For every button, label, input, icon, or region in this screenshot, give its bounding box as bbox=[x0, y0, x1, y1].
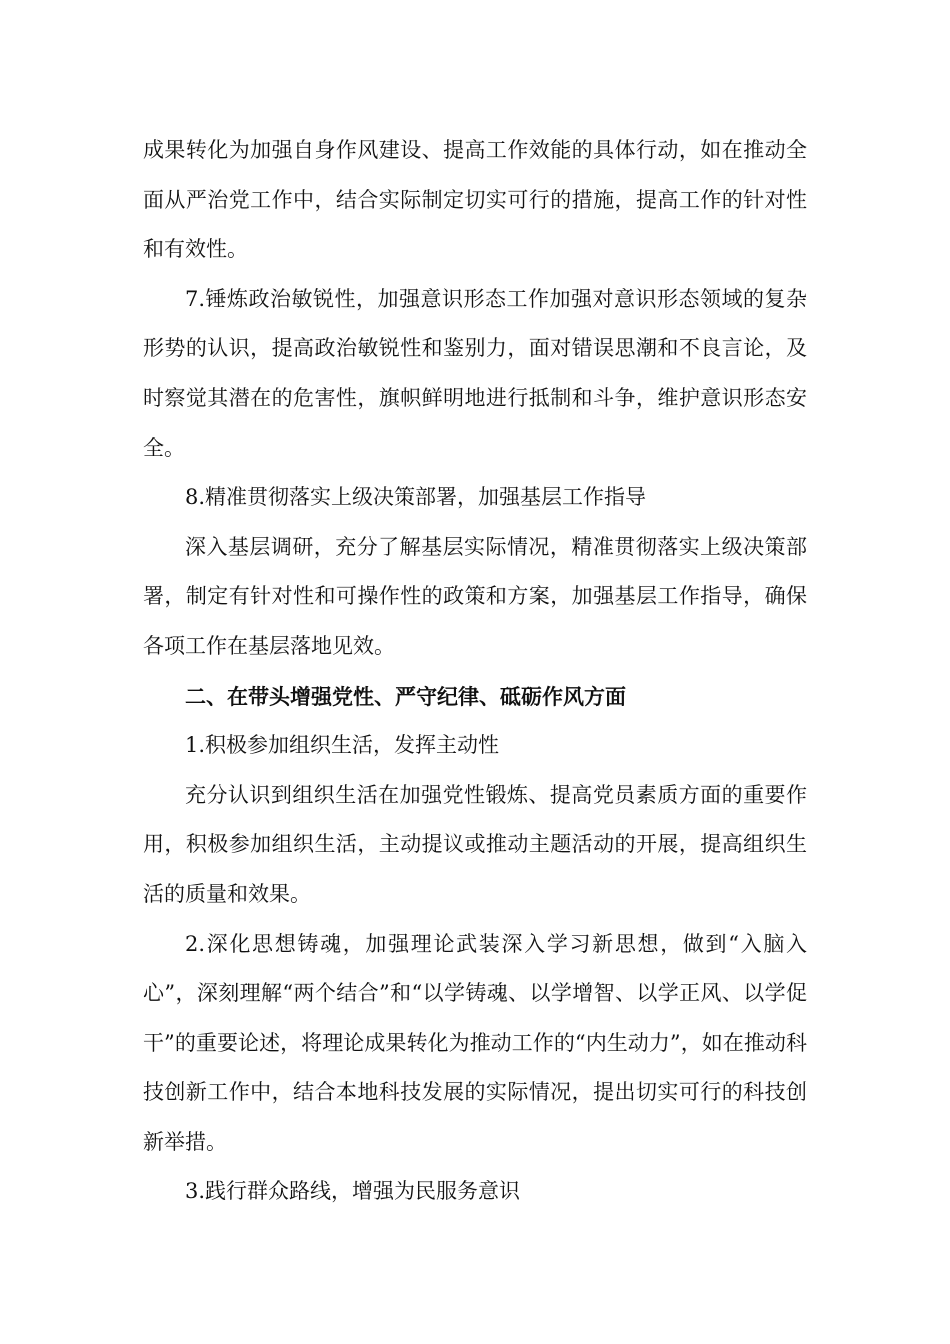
paragraph-item-8-title: 8.精准贯彻落实上级决策部署，加强基层工作指导 bbox=[185, 485, 647, 510]
paragraph-continuation: 成果转化为加强自身作风建设、提高工作效能的具体行动，如在推动全面从严治党工作中，结合实际制定切实可行的措施，提高工作的针对性和有效性。 bbox=[143, 138, 807, 262]
paragraph-item-1-title: 1.积极参加组织生活，发挥主动性 bbox=[185, 733, 500, 758]
paragraph-item-2: 2.深化思想铸魂，加强理论武装深入学习新思想，做到“入脑入心”，深刻理解“两个结合”和“以学铸魂、以学增智、以学正风、以学促干”的重要论述，将理论成果转化为推动工作的“内生动力”，如在推动科技创新工作中，结合本地科技发展的实际情况，提出切实可行的科技创新举措。 bbox=[143, 931, 807, 1154]
document-body bbox=[143, 126, 807, 1217]
section-heading-2: 二、在带头增强党性、严守纪律、砥砺作风方面 bbox=[185, 683, 626, 709]
paragraph-item-3-title: 3.践行群众路线，增强为民服务意识 bbox=[185, 1179, 521, 1204]
paragraph-item-8-body: 深入基层调研，充分了解基层实际情况，精准贯彻落实上级决策部署，制定有针对性和可操作性的政策和方案，加强基层工作指导，确保各项工作在基层落地见效。 bbox=[143, 534, 807, 658]
paragraph-item-1-body: 充分认识到组织生活在加强党性锻炼、提高党员素质方面的重要作用，积极参加组织生活，主动提议或推动主题活动的开展，提高组织生活的质量和效果。 bbox=[143, 782, 807, 906]
paragraph-item-7: 7.锤炼政治敏锐性，加强意识形态工作加强对意识形态领域的复杂形势的认识，提高政治敏锐性和鉴别力，面对错误思潮和不良言论，及时察觉其潜在的危害性，旗帜鲜明地进行抵制和斗争，维护意识形态安全。 bbox=[143, 286, 807, 460]
